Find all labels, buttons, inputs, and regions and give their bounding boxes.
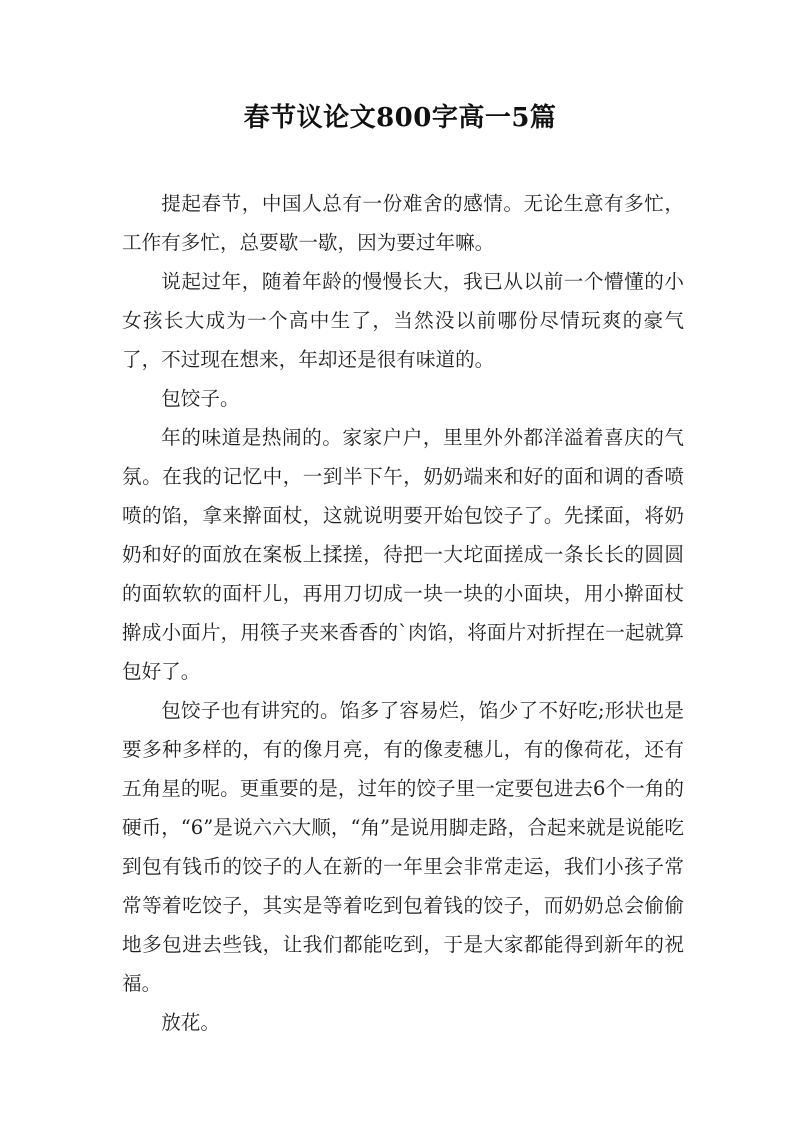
paragraph: 提起春节，中国人总有一份难舍的感情。无论生意有多忙，工作有多忙，总要歇一歇，因为要过年嘛。 [122, 192, 684, 254]
paragraph: 放花。 [161, 1011, 220, 1034]
paragraph: 说起过年，随着年龄的慢慢长大，我已从以前一个懵懂的小女孩长大成为一个高中生了，当然没以前哪份尽情玩爽的豪气了，不过现在想来，年却还是很有味道的。 [122, 270, 684, 371]
paragraph: 年的味道是热闹的。家家户户，里里外外都洋溢着喜庆的气氛。在我的记忆中，一到半下午，奶奶端来和好的面和调的香喷喷的馅，拿来擀面杖，这就说明要开始包饺子了。先揉面，将奶奶和好的面放在案板上揉搓，待把一大坨面搓成一条长长的圆圆的面软软的面杆儿，再用刀切成一块一块的小面块，用小擀面杖擀成小面片，用筷子夹来香香的`肉馅，将面片对折捏在一起就算包好了。 [122, 426, 684, 683]
document-title: 春节议论文800字高一5篇 [243, 103, 557, 133]
paragraph: 包饺子也有讲究的。馅多了容易烂，馅少了不好吃;形状也是要多种多样的，有的像月亮，有的像麦穗儿，有的像荷花，还有五角星的呢。更重要的是，过年的饺子里一定要包进去6个一角的硬币，“6”是说六六大顺，“角”是说用脚走路，合起来就是说能吃到包有钱币的饺子的人在新的一年里会非常走运，我们小孩子常常等着吃饺子，其实是等着吃到包着钱的饺子，而奶奶总会偷偷地多包进去些钱，让我们都能吃到，于是大家都能得到新年的祝福。 [122, 699, 684, 995]
document-body [122, 184, 684, 1042]
paragraph: 包饺子。 [161, 387, 240, 410]
